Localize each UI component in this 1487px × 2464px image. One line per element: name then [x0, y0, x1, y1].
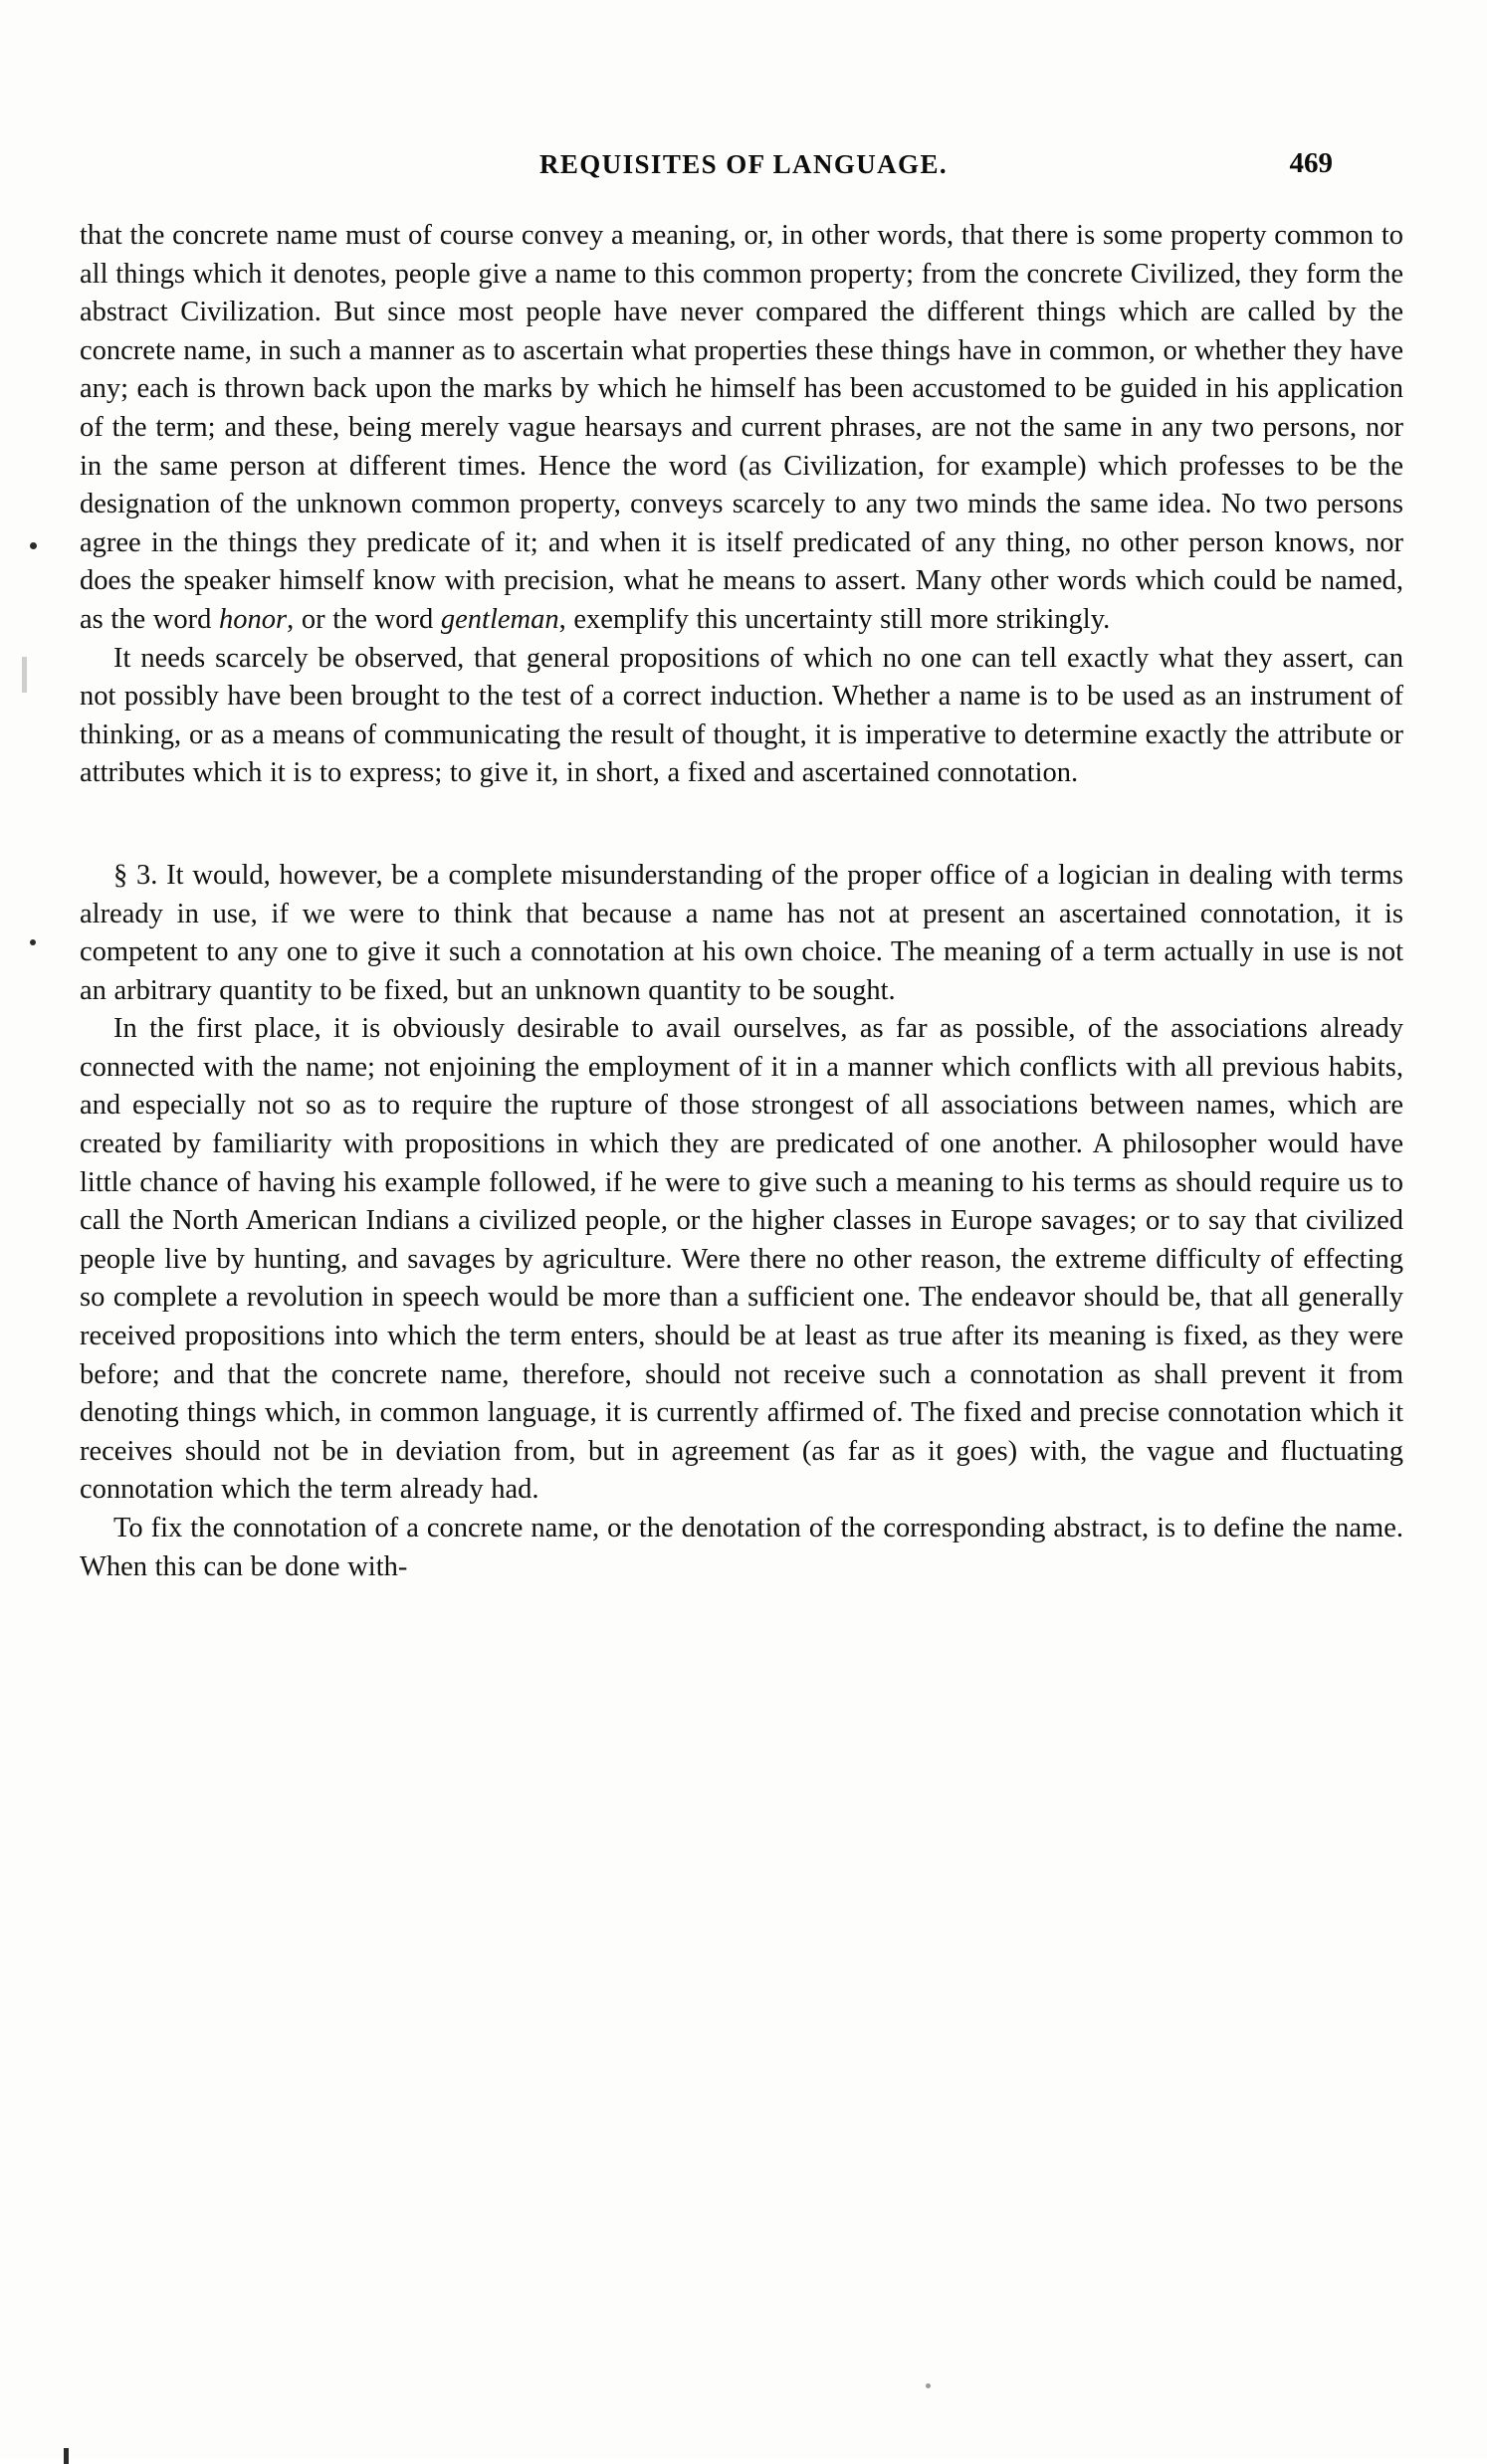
paragraph-5: To fix the connotation of a concrete name, or the denotation of the corresponding abstract, is to define the name. When this can be done with- [80, 1513, 1403, 1582]
paragraph-2: It needs scarcely be observed, that general propositions of which no one can tell exactly what they assert, can not possibly have been brought to the test of a correct induction. Whether a name is to be used as an instrument of thinking, or as a means of communicating the result of thought, it is imperative to determine exactly the attribute or attributes which it is to express; to give it, in short, a fixed and ascertained connotation. [80, 642, 1403, 789]
margin-line-mark [22, 657, 27, 693]
paragraph-4: In the first place, it is obviously desirable to avail ourselves, as far as possible, of the associations already connected with the name; not enjoining the employment of it in a manner which conflicts with all previous habits, and especially not so as to require the rupture of those strongest of all associations between names, which are created by familiarity with propositions in which they are predicated of one another. A philosopher would have little chance of having his example followed, if he were to give such a meaning to his terms as should require us to call the North American Indians a civilized people, or the higher classes in Europe savages; or to say that civilized people live by hunting, and savages by agriculture. Were there no other reason, the extreme difficulty of effecting so complete a revolution in speech would be more than a sufficient one. The endeavor should be, that all generally received propositions into which the term enters, should be at least as true after its meaning is fixed, as they were before; and that the concrete name, therefore, should not receive such a connotation as shall prevent it from denoting things which, in common language, it is currently affirmed of. The fixed and precise connotation which it receives should not be in deviation from, but in agreement (as far as it goes) with, the vague and fluctuating connotation which the term already had. [80, 1013, 1403, 1506]
margin-dot-upper [30, 542, 37, 549]
page-number: 469 [1289, 147, 1333, 179]
page-speck [926, 2383, 931, 2388]
body-text-column [80, 217, 1403, 1586]
paragraph-1: that the concrete name must of course convey a meaning, or, in other words, that there is some property common to all things which it denotes, people give a name to this common property; from the concrete Civilized, they form the abstract Civilization. But since most people have never compared the different things which are called by the concrete name, in such a manner as to ascertain what properties these things have in common, or whether they have any; each is thrown back upon the marks by which he himself has been accustomed to be guided in his application of the term; and these, being merely vague hearsays and current phrases, are not the same in any two persons, nor in the same person at different times. Hence the word (as Civilization, for example) which professes to be the designation of the unknown common property, conveys scarcely to any two minds the same idea. No two persons agree in the things they predicate of it; and when it is itself predicated of any thing, no other person knows, nor does the speaker himself know with precision, what he means to assert. Many other words which could be named, as the word honor, or the word gentleman, exemplify this uncertainty still more strikingly. [80, 220, 1403, 635]
bottom-edge-mark [64, 2448, 69, 2464]
section-break [80, 793, 1403, 823]
margin-dot-lower [30, 939, 36, 945]
running-head: REQUISITES OF LANGUAGE. [538, 149, 949, 179]
paragraph-3-section-3: § 3. It would, however, be a complete misunderstanding of the proper office of a logician in dealing with terms already in use, if we were to think that because a name has not at present an ascertained connotation, it is competent to any one to give it such a connotation at his own choice. The meaning of a term actually in use is not an arbitrary quantity to be fixed, but an unknown quantity to be sought. [80, 859, 1403, 1006]
page-header [0, 0, 1487, 205]
